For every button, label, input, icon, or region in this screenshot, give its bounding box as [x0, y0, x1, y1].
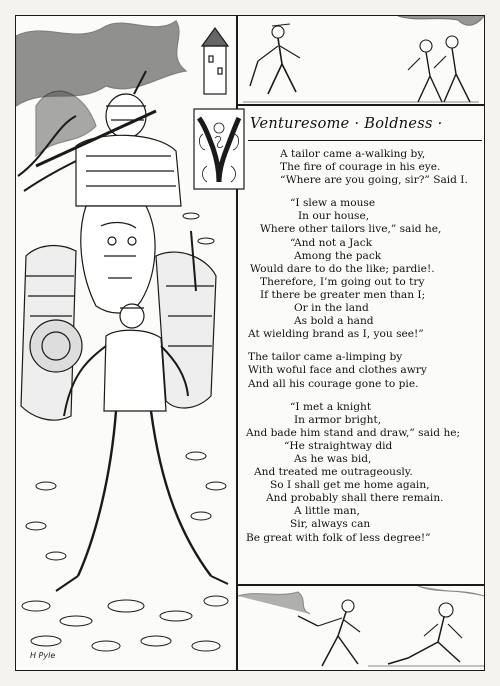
- header-rule: [236, 104, 485, 106]
- header-walking-tailor-illustration: [238, 16, 484, 104]
- poem-line: In armor bright,: [294, 413, 382, 426]
- poem-line: Sir, always can: [290, 518, 371, 531]
- poem-line: Or in the land: [294, 302, 369, 315]
- poem-line: In our house,: [298, 210, 370, 223]
- poem-line: And all his courage gone to pie.: [248, 377, 419, 390]
- poem-line: And bade him stand and draw,” said he;: [246, 426, 461, 439]
- poem-line: And treated me outrageously.: [254, 466, 413, 479]
- poem-body: [242, 148, 482, 545]
- poem-line: If there be greater men than I;: [260, 288, 426, 301]
- poem-line: So I shall get me home again,: [270, 479, 430, 492]
- poem-line: The tailor came a-limping by: [248, 351, 403, 364]
- stanza-gap: [242, 391, 482, 401]
- poem-line: “I slew a mouse: [290, 197, 376, 210]
- poem-line: And probably shall there remain.: [266, 492, 444, 505]
- poem-line: As bold a hand: [294, 315, 374, 328]
- poem-line: “He straightway did: [284, 439, 393, 452]
- poem-line: Therefore, I’m going out to try: [260, 275, 425, 288]
- poem-line: At wielding brand as I, you see!”: [248, 328, 424, 341]
- poem-line: Where other tailors live,” said he,: [260, 223, 442, 236]
- decorated-initial-v-icon: [193, 108, 245, 190]
- poem-line: The fire of courage in his eye.: [280, 161, 441, 174]
- poem-line: Among the pack: [294, 249, 382, 262]
- poem-line: Would dare to do the like; pardie!.: [250, 262, 435, 275]
- poem-line: “And not a Jack: [290, 236, 373, 249]
- poem-line: “Where are you going, sir?” Said I.: [280, 174, 468, 187]
- title-underline: [248, 140, 482, 141]
- artist-signature: H Pyle: [30, 651, 56, 660]
- poem-line: Be great with folk of less degree!”: [246, 531, 431, 544]
- poem-line: A tailor came a-walking by,: [280, 148, 426, 160]
- stanza-gap: [242, 341, 482, 351]
- footer-limping-tailor-illustration: [238, 586, 484, 670]
- poem-line: With woful face and clothes awry: [248, 364, 427, 377]
- poem-line: As he was bid,: [294, 452, 372, 465]
- stanza-gap: [242, 187, 482, 197]
- poem-line: “I met a knight: [290, 400, 372, 413]
- poem-title: Venturesome · Boldness ·: [250, 116, 443, 132]
- poem-line: A little man,: [294, 505, 360, 518]
